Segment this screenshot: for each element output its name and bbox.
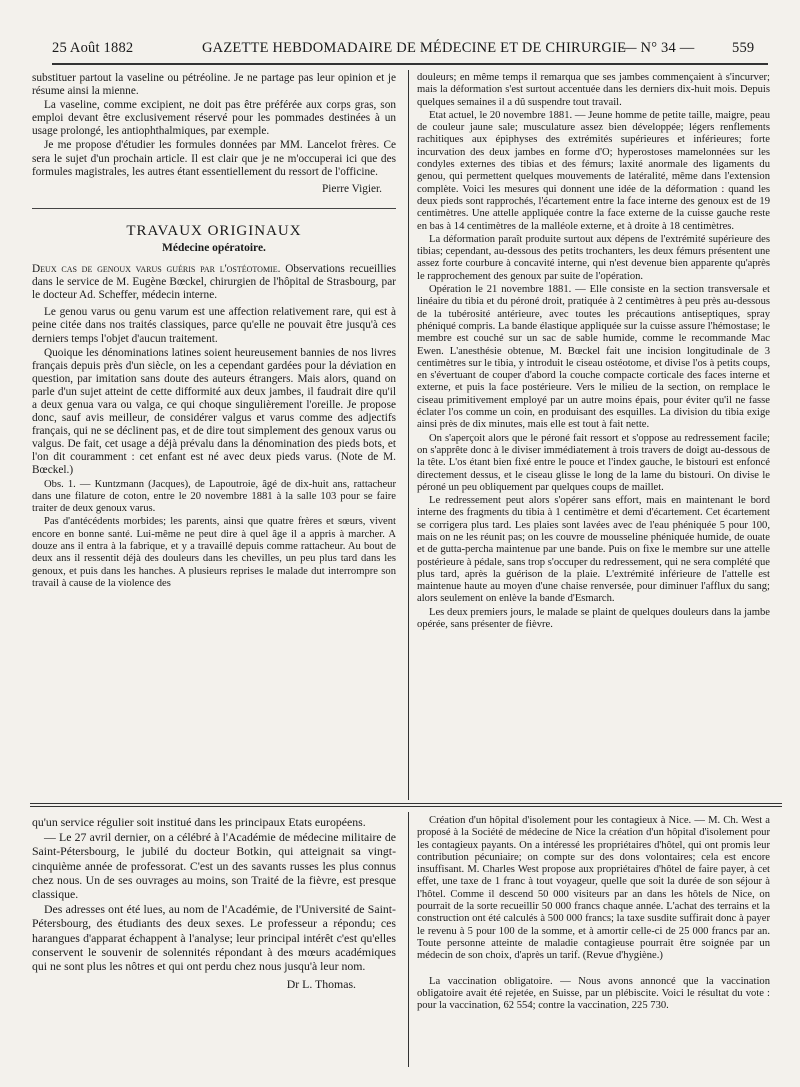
article-separator [32, 208, 396, 209]
paragraph: On s'aperçoit alors que le péroné fait ressort et s'oppose au redressement facile; on s'apprête donc à le diviser immédiatement à trois travers de doigt au-dessous de la tête. L'os étant bien fixé entre le pouce et l'index gauche, le bistouri est enfoncé directement dessus, et le ciseau glisse le long de la lame du bistouri. On divise le péroné un peu obliquement par quelques coups de maillet. [417, 432, 770, 493]
left-column-top [32, 72, 396, 800]
paragraph: Des adresses ont été lues, au nom de l'Académie, de l'Université de Saint-Pétersbourg, des étudiants des deux sexes. Le professeur a répondu; ces harangues d'apparat échappent à l'analyse; leur principal intérêt c'est qu'elles conservent le souvenir de solennités répondant à des mœurs académiques qui ne sont plus les nôtres et qui ont perdu chez nous jusqu'à leur nom. [32, 902, 396, 974]
paragraph: Etat actuel, le 20 novembre 1881. — Jeune homme de petite taille, maigre, peau de couleur jaune sale; musculature assez bien développée; légers renflements rachitiques aux épiphyses des extrémités supérieures et inférieures; forte incurvation des deux jambes en forme d'O; hyperostoses mamelonnées sur les condyles externes des tibias et des fémurs; laxité anormale des ligaments du genou, qui permettent quelques mouvements de latéralité, même dans l'extension complète. Voici les mesures qui donnent une idée de la déformation : quand les deux pieds sont rapprochés, l'écartement entre la face interne des genoux est de 19 centimètres. Une attelle appliquée contre la face externe de la cuisse gauche reste en bas à 14 centimètres de la malléole externe, et à droite à 18 centimètres. [417, 109, 770, 232]
header-date: 25 Août 1882 [52, 40, 134, 56]
paragraph: — Le 27 avril dernier, on a célébré à l'Académie de médecine militaire de Saint-Pétersbourg, le jubilé du docteur Botkin, qui atteignait sa vingt-cinquième année de professorat. C'est un des savants russes les plus connus chez nous. Un de ses ouvrages au moins, son Traité de la fièvre, est presque classique. [32, 830, 396, 902]
section-rule [30, 803, 782, 804]
observation-paragraph: Obs. 1. — Kuntzmann (Jacques), de Lapoutroie, âgé de dix-huit ans, rattacheur dans une filature de coton, entre le 20 novembre 1881 à la salle 103 pour se faire traiter de deux genoux varus. [32, 478, 396, 515]
section-subheading: Médecine opératoire. [162, 241, 266, 254]
paragraph: substituer partout la vaseline ou pétréoline. Je ne partage pas leur opinion et je résume ainsi la mienne. [32, 72, 396, 98]
header-title: GAZETTE HEBDOMADAIRE DE MÉDECINE ET DE CHIRURGIE [202, 40, 627, 56]
paragraph: qu'un service régulier soit institué dans les principaux Etats européens. [32, 815, 366, 829]
article-title-rest: Observations recueillies dans le service de M. Eugène Bœckel, chirurgien de l'hôpital de Strasbourg, par le docteur Ad. Scheffer, médecin interne. [32, 263, 396, 302]
paragraph: Les deux premiers jours, le malade se plaint de quelques douleurs dans la jambe opérée, sans présenter de fièvre. [417, 606, 770, 631]
paragraph: Opération le 21 novembre 1881. — Elle consiste en la section transversale et linéaire du tibia et du péroné droit, pratiquée à 2 centimètres à peu près au-dessous de la tubérosité antérieure, avec toutes les précautions antiseptiques, spray phéniqué compris. La bande élastique appliquée sur la cuisse assure l'hémostase; le membre est couché sur un sac de sable humide, comme le recommande Mac Ewen. L'anesthésie obtenue, M. Bœckel fait une incision longitudinale de 3 centimètres sur le tibia, y introduit le ciseau ostéotome, et divise l'os à petits coups, en s'évertuant de couper d'abord la couche compacte corticale des faces interne et externe, et puis la face postérieure. Vers le milieu de la section, on remplace le ciseau primitivement employé par un autre moins épais, pour éviter qu'il ne fasse éclater l'os comme un coin, en produisant des esquilles. La division du tibia exige ainsi près de dix minutes, mais elle est tout à fait nette. [417, 284, 770, 431]
observation-paragraph: Pas d'antécédents morbides; les parents, ainsi que quatre frères et sœurs, vivent encore en bonne santé. Lui-même ne peut dire à quel âge il a appris à marcher. A douze ans il entra à la fabrique, et y a travaillé depuis comme rattacheur. Au bout de deux ans il ressentit déjà des douleurs dans les chevilles, un peu plus tard dans les genoux, et puis dans les hanches. A plusieurs reprises le malade dut interrompre son travail à cause de la violence des [32, 516, 396, 589]
article-title: Deux cas de genoux varus guéris par l'ostéotomie. [32, 263, 281, 276]
right-column-bottom [417, 815, 770, 1077]
paragraph: Le redressement peut alors s'opérer sans effort, mais en maintenant le bord interne des fragments du tibia à 1 centimètre et demi d'écartement. Cet écartement se corrigera plus tard. Les plaies sont lavées avec de l'eau phéniquée 5 pour 100, mais on ne les réunit pas; on les couvre de mousseline phéniquée humide, de ouate et de gutta-percha maintenue par une bande. Puis on fixe le membre sur une attelle postérieure à pédale, sans trop s'occuper du redressement, qui ne sera complété que plus tard, après la guérison de la plaie. L'extrémité inférieure de l'attelle est maintenue haute au moyen d'une chaise renversée, pour diminuer l'afflux du sang; alors seulement on enlève la bande d'Esmarch. [417, 495, 770, 605]
header-page-number: 559 [732, 40, 755, 56]
section-rule-double [30, 806, 782, 807]
article-title-block [32, 263, 396, 302]
column-divider-top [408, 70, 409, 800]
news-item-vaccination: La vaccination obligatoire. — Nous avons annoncé que la vaccination obligatoire avait été rejetée, en Suisse, par un plébiscite. Voici le résultat du vote : pour la vaccination, 62 554; contre la vaccination, 225 730. [417, 975, 770, 1012]
right-column-top [417, 72, 770, 800]
news-item-nice: Création d'un hôpital d'isolement pour les contagieux à Nice. — M. Ch. West a proposé à la Société de médecine de Nice la création d'un hôpital d'isolement pour les contagieux payants. On a intéressé les propriétaires d'hôtel, qui ont promis leur contribution pécuniaire; on compte sur des dons volontaires; cela est encore insuffisant. M. Charles West propose aux propriétaires d'hôtel de faire payer, à cet effet, une taxe de 1 franc à tout voyageur, quelle que soit la durée de son séjour à l'hôtel. Comme il descend 50 000 visiteurs par an dans les hôtels de Nice, on pourrait de la sorte recueillir 50 000 francs chaque année. L'achat des terrains et la construction ont été calculés à 500 000 francs; la taxe susdite suffirait donc à payer le revenu à 5 pour 100 de la somme, et à amortir celle-ci de 25 000 francs par an. Toute personne atteinte de maladie contagieuse pourrait être soignée par un médecin de son choix, d'après un tarif. (Revue d'hygiène.) [417, 815, 770, 962]
left-column-bottom [32, 815, 396, 1077]
paragraph: Je me propose d'étudier les formules données par MM. Lancelot frères. Ce sera le sujet d'un prochain article. Il est clair que je ne m'occuperai ici que des formules magistrales, les autres étant essentiellement du ressort de l'officine. [32, 139, 396, 178]
paragraph: La déformation paraît produite surtout aux dépens de l'extrémité supérieure des tibias; cependant, au-dessous des petits trochanters, les deux fémurs présentent une assez forte courbure à concavité interne, qui n'est devenue bien apparente qu'après le rapprochement des genoux par suite de l'opération. [417, 233, 770, 282]
paragraph: Quoique les dénominations latines soient heureusement bannies de nos livres français depuis près d'un siècle, on les a cependant gardées pour la déviation en question, par imitation sans doute des auteurs étrangers. Mais alors, quand on parle d'un sujet atteint de cette difformité aux deux jambes, il faudrait dire qu'il a deux genua vara ou valga, ce qui choque singulièrement l'oreille. Je propose donc, sauf avis meilleur, de considérer valgus et varus comme des adjectifs français, qui ne se déclinent pas, et de dire tout simplement des genoux varus ou valgus. De fait, cet usage a déjà prévalu dans la dénomination des pieds bots, et l'on dit couramment : cet enfant est né avec deux pieds varus. (Note de M. Bœckel.) [32, 346, 396, 477]
signature-vigier: Pierre Vigier. [322, 182, 382, 195]
header-issue: — N° 34 — [622, 40, 695, 56]
signature-thomas: Dr L. Thomas. [286, 977, 356, 992]
header-rule [52, 63, 768, 65]
spacer [417, 964, 770, 976]
section-heading: TRAVAUX ORIGINAUX [126, 222, 302, 239]
page-header [52, 40, 766, 62]
column-divider-bottom [408, 812, 409, 1067]
paragraph: douleurs; en même temps il remarqua que ses jambes commençaient à s'incurver; mais la déformation s'est surtout accentuée dans les derniers dix-huit mois. Depuis quelques semaines il a dû suspendre tout travail. [417, 72, 770, 108]
paragraph: Le genou varus ou genu varum est une affection relativement rare, qui est à peine citée dans nos traités classiques, parce qu'elle ne pouvait être jusqu'à ces derniers temps l'objet d'aucun traitement. [32, 306, 396, 345]
paragraph: La vaseline, comme excipient, ne doit pas être préférée aux corps gras, son emploi devant être exclusivement réservé pour les pommades destinées à un usage prolongé, les antiophthalmiques, par exemple. [32, 99, 396, 138]
